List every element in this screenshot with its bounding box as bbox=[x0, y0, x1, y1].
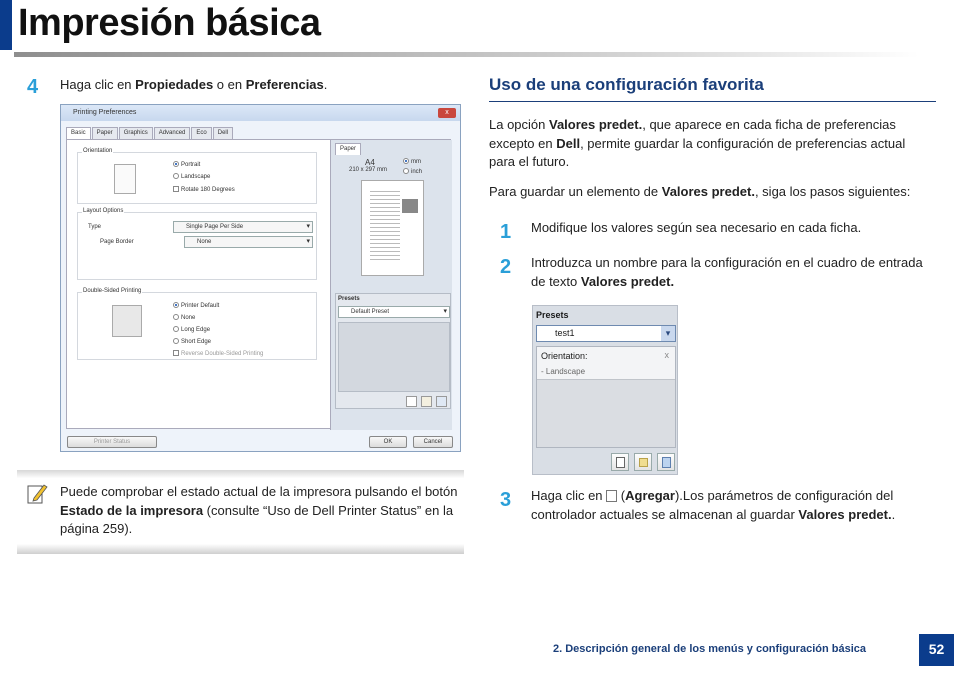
dialog-tabs bbox=[66, 127, 234, 139]
tab-basic[interactable]: Basic bbox=[66, 127, 91, 139]
layout-options-group bbox=[77, 208, 317, 280]
step-1-number: 1 bbox=[500, 221, 512, 243]
page-border-label: Page Border bbox=[100, 239, 134, 245]
note-pencil-icon bbox=[26, 482, 48, 506]
dialog-presets-select[interactable]: Default Preset ▾ bbox=[338, 306, 450, 318]
paper-size: A4 bbox=[365, 158, 375, 167]
dialog-pane bbox=[66, 139, 451, 429]
double-sided-group bbox=[77, 288, 317, 360]
delete-preset-icon[interactable] bbox=[436, 396, 447, 407]
radio-icon bbox=[173, 302, 179, 308]
intro-paragraph: La opción Valores predet., que aparece en cada ficha de preferencias excepto en Dell, permite guardar la configuración de preferencias actual para el futuro. bbox=[489, 117, 906, 169]
note-text: Puede comprobar el estado actual de la impresora pulsando el botón Estado de la impresora (consulte “Uso de Dell Printer Status” en la página 259). bbox=[60, 484, 458, 536]
reverse-duplex-option[interactable]: Reverse Double-Sided Printing bbox=[173, 350, 263, 357]
radio-icon bbox=[173, 338, 179, 344]
step-4-text: Haga clic en Propiedades o en Preferencias. bbox=[60, 77, 328, 92]
close-icon[interactable]: x bbox=[438, 108, 456, 118]
preview-text-lines bbox=[370, 191, 400, 261]
portrait-preview-icon bbox=[114, 164, 136, 194]
paper-preview-tab[interactable]: Paper bbox=[335, 143, 361, 155]
radio-icon bbox=[173, 314, 179, 320]
dialog-title: Printing Preferences bbox=[73, 109, 137, 116]
step-2-number: 2 bbox=[500, 256, 512, 278]
chevron-down-icon[interactable]: ▾ bbox=[661, 326, 675, 341]
steps-intro: Para guardar un elemento de Valores predet., siga los pasos siguientes: bbox=[489, 184, 911, 199]
preview-panel bbox=[330, 140, 452, 430]
orientation-group bbox=[77, 148, 317, 204]
step-3-text: Haga clic en (Agregar).Los parámetros de configuración del controlador actuales se almacenan al guardar Valores predet.. bbox=[531, 488, 896, 522]
double-sided-label: Double-Sided Printing bbox=[83, 288, 142, 294]
title-divider bbox=[14, 52, 919, 57]
checkbox-icon bbox=[173, 186, 179, 192]
page-preview bbox=[361, 180, 424, 276]
printing-preferences-dialog bbox=[60, 104, 461, 452]
dialog-presets-label: Presets bbox=[338, 296, 360, 302]
step-1-text: Modifique los valores según sea necesario en cada ficha. bbox=[531, 220, 862, 235]
add-icon bbox=[606, 490, 617, 502]
radio-icon bbox=[403, 158, 409, 164]
save-preset-icon[interactable] bbox=[634, 453, 652, 471]
printer-status-button[interactable]: Printer Status bbox=[67, 436, 157, 448]
unit-mm-option[interactable]: mm bbox=[403, 158, 421, 165]
step-3-number: 3 bbox=[500, 489, 512, 511]
rotate-option[interactable]: Rotate 180 Degrees bbox=[173, 186, 235, 193]
delete-preset-icon[interactable] bbox=[657, 453, 675, 471]
cancel-button[interactable]: Cancel bbox=[413, 436, 453, 448]
layout-options-label: Layout Options bbox=[83, 208, 124, 214]
landscape-option[interactable]: Landscape bbox=[173, 173, 210, 180]
orientation-label: Orientation bbox=[83, 148, 113, 154]
none-option[interactable]: None bbox=[173, 314, 195, 321]
title-accent-bar bbox=[0, 0, 12, 50]
presets-panel bbox=[532, 305, 678, 475]
page-title: Impresión básica bbox=[18, 2, 321, 44]
dialog-titlebar bbox=[61, 105, 460, 121]
presets-item bbox=[537, 347, 675, 380]
unit-inch-option[interactable]: inch bbox=[403, 168, 422, 175]
page-border-select[interactable]: None ▾ bbox=[184, 236, 313, 248]
presets-label: Presets bbox=[536, 310, 569, 320]
footer-chapter: 2. Descripción general de los menús y configuración básica bbox=[553, 643, 866, 655]
portrait-option[interactable]: Portrait bbox=[173, 161, 200, 168]
section-divider bbox=[489, 101, 936, 102]
radio-icon bbox=[403, 168, 409, 174]
presets-name-input[interactable]: test1 ▾ bbox=[536, 325, 676, 342]
printer-default-option[interactable]: Printer Default bbox=[173, 302, 219, 309]
save-preset-icon[interactable] bbox=[421, 396, 432, 407]
add-preset-icon[interactable] bbox=[611, 453, 629, 471]
ok-button[interactable]: OK bbox=[369, 436, 407, 448]
close-icon[interactable]: x bbox=[664, 350, 669, 360]
radio-icon bbox=[173, 173, 179, 179]
type-label: Type bbox=[88, 224, 102, 230]
orientation-entry: Orientation: bbox=[541, 351, 588, 361]
step-4-number: 4 bbox=[27, 76, 39, 98]
short-edge-option[interactable]: Short Edge bbox=[173, 338, 211, 345]
radio-icon bbox=[173, 161, 179, 167]
printer-icon bbox=[112, 305, 142, 337]
step-2-text: Introduzca un nombre para la configuración en el cuadro de entrada de texto Valores predet. bbox=[531, 255, 923, 289]
checkbox-icon bbox=[173, 350, 179, 356]
tab-dell[interactable]: Dell bbox=[213, 127, 233, 139]
tab-graphics[interactable]: Graphics bbox=[119, 127, 153, 139]
landscape-entry: - Landscape bbox=[541, 367, 586, 376]
presets-list bbox=[536, 346, 676, 448]
section-title: Uso de una configuración favorita bbox=[489, 75, 764, 94]
preview-image bbox=[402, 199, 418, 213]
add-preset-icon[interactable] bbox=[406, 396, 417, 407]
presets-box bbox=[335, 293, 451, 409]
type-select[interactable]: Single Page Per Side ▾ bbox=[173, 221, 313, 233]
long-edge-option[interactable]: Long Edge bbox=[173, 326, 210, 333]
paper-dimensions: 210 x 297 mm bbox=[349, 167, 388, 173]
page-number: 52 bbox=[919, 634, 954, 666]
tab-paper[interactable]: Paper bbox=[92, 127, 118, 139]
tab-advanced[interactable]: Advanced bbox=[154, 127, 191, 139]
tab-eco[interactable]: Eco bbox=[191, 127, 211, 139]
presets-list-area bbox=[338, 322, 450, 392]
radio-icon bbox=[173, 326, 179, 332]
